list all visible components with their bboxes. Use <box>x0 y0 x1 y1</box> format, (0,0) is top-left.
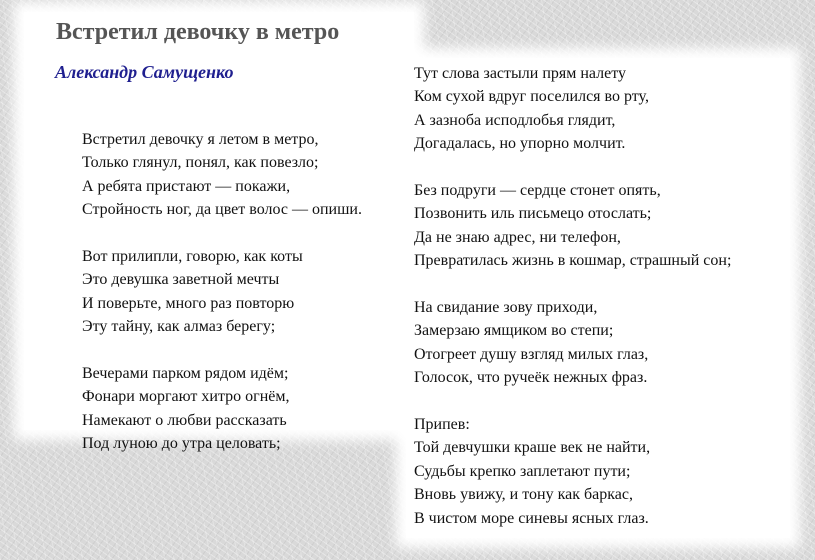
verse-line: Стройность ног, да цвет волос — опиши. <box>82 201 362 219</box>
chorus-label: Припев: <box>414 416 470 434</box>
stanza <box>414 179 731 273</box>
stanza <box>414 62 731 156</box>
verse-line: Голосок, что ручеёк нежных фраз. <box>414 369 648 387</box>
verse-line: Догадалась, но упорно молчит. <box>414 135 626 153</box>
verse-line: Намекают о любви рассказать <box>82 411 287 429</box>
poem-column-right <box>414 62 731 553</box>
verse-line: Встретил девочку я летом в метро, <box>82 131 319 148</box>
chorus-stanza <box>414 413 731 530</box>
stanza <box>82 128 362 222</box>
verse-line: Позвонить иль письмецо отослать; <box>414 205 652 223</box>
stanza <box>82 245 362 339</box>
verse-line: Ком сухой вдруг поселился во рту, <box>414 88 649 106</box>
verse-line: Без подруги — сердце стонет опять, <box>414 182 661 200</box>
verse-line: А зазноба исподлобья глядит, <box>414 111 616 129</box>
verse-line: Вечерами парком рядом идём; <box>82 365 289 383</box>
verse-line: Только глянул, понял, как повезло; <box>82 154 319 172</box>
poem-column-left <box>82 128 362 479</box>
verse-line: На свидание зову приходи, <box>414 299 598 317</box>
stanza <box>414 296 731 390</box>
verse-line: Вот прилипли, говорю, как коты <box>82 248 303 266</box>
verse-line: Это девушка заветной мечты <box>82 271 280 289</box>
verse-line: Вновь увижу, и тону как баркас, <box>414 486 633 504</box>
verse-line: Эту тайну, как алмаз берегу; <box>82 318 276 336</box>
verse-line: Под луною до утра целовать; <box>82 435 281 453</box>
poem-author: Александр Самущенко <box>55 62 234 82</box>
verse-line: Да не знаю адрес, ни телефон, <box>414 228 621 246</box>
verse-line: Тут слова застыли прям налету <box>414 65 627 82</box>
verse-line: И поверьте, много раз повторю <box>82 294 295 312</box>
verse-line: А ребята пристают — покажи, <box>82 177 291 195</box>
verse-line: Судьбы крепко заплетают пути; <box>414 462 631 480</box>
poem-title: Встретил девочку в метро <box>56 19 340 45</box>
verse-line: В чистом море синевы ясных глаз. <box>414 509 649 527</box>
verse-line: Замерзаю ямщиком во степи; <box>414 322 614 340</box>
verse-line: Фонари моргают хитро огнём, <box>82 388 290 406</box>
verse-line: Той девчушки краше век не найти, <box>414 439 651 457</box>
verse-line: Отогреет душу взгляд милых глаз, <box>414 345 649 363</box>
verse-line: Превратилась жизнь в кошмар, страшный сон; <box>414 252 732 270</box>
stanza <box>82 362 362 456</box>
